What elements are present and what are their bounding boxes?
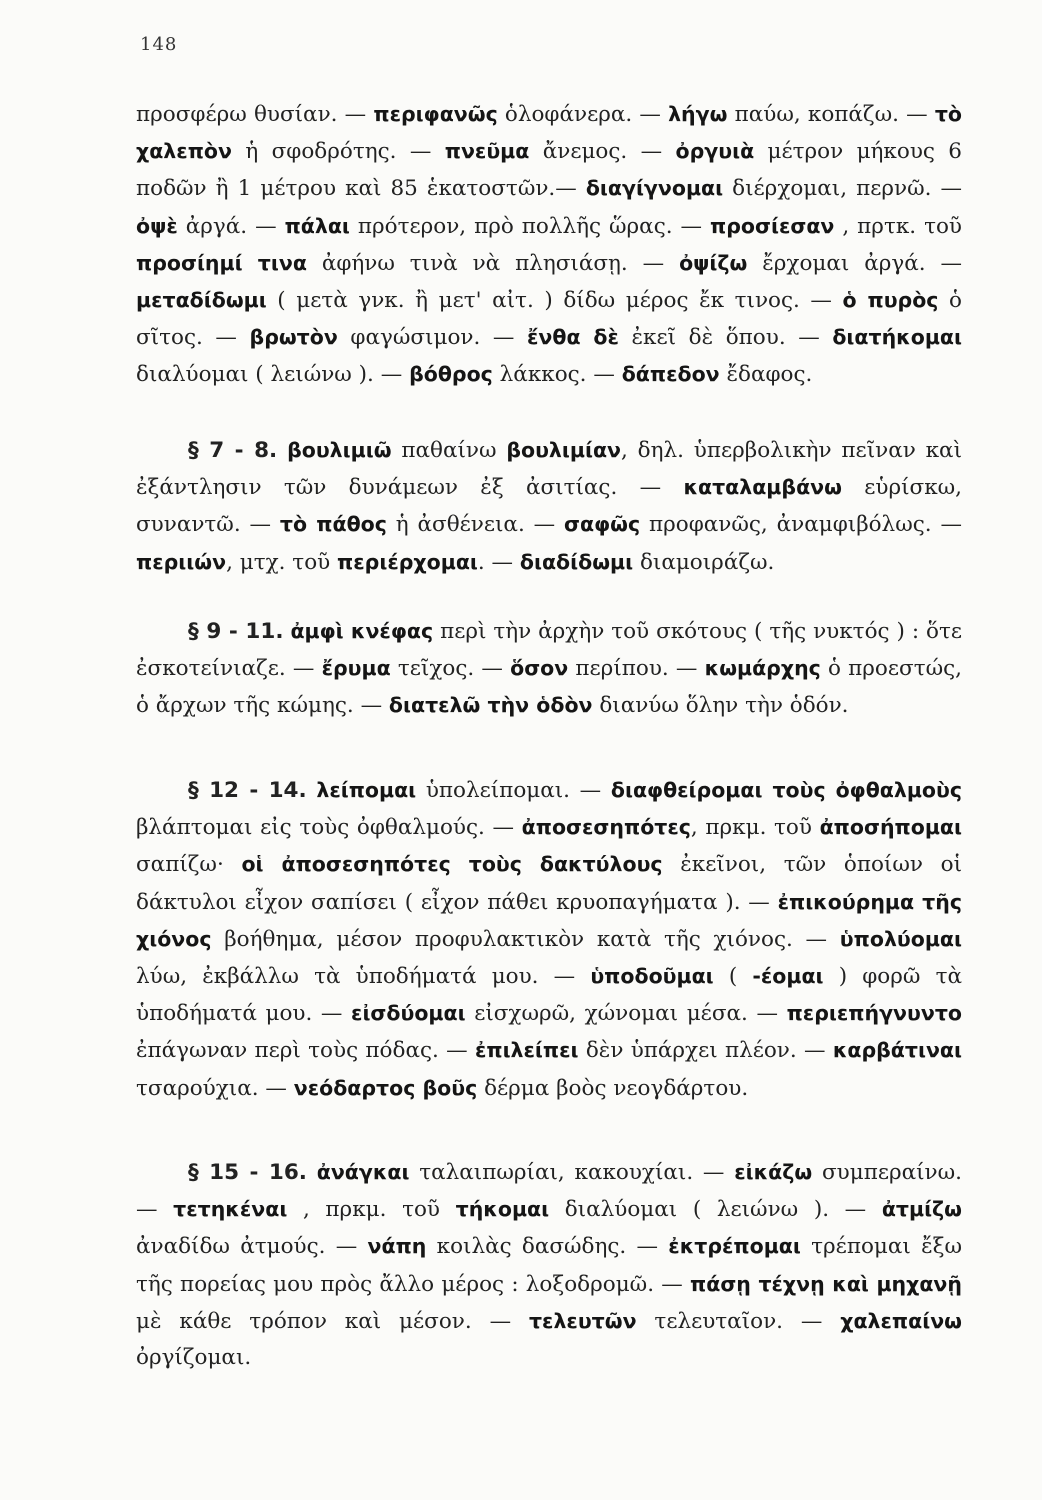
glossary-term: ἐπιλείπει	[474, 1038, 579, 1063]
section-number: § 15 - 16.	[188, 1160, 307, 1185]
glossary-term: περιέρχομαι	[337, 549, 478, 574]
section-number: § 9 - 11.	[188, 619, 284, 644]
glossary-definition: περίπου. —	[568, 656, 705, 682]
glossary-term: ἀνάγκαι	[316, 1160, 410, 1184]
glossary-term: τήκομαι	[455, 1197, 550, 1222]
glossary-definition: πρότερον, πρὸ πολλῆς ὥρας. —	[349, 213, 711, 239]
glossary-definition: δὲν ὑπάρχει πλέον. —	[578, 1038, 833, 1064]
glossary-term: βρωτὸν	[249, 325, 338, 350]
glossary-term: διαγίγνομαι	[585, 176, 724, 201]
glossary-definition: ταλαιπωρίαι, κακουχίαι. —	[409, 1160, 735, 1185]
glossary-term: ὑποδοῦμαι	[590, 964, 714, 989]
glossary-definition: σαπίζω·	[136, 852, 242, 878]
glossary-term: ἔρυμα	[321, 656, 391, 681]
glossary-definition: συμπεραίνω. —	[136, 1160, 962, 1223]
glossary-definition: μέτρον μήκους 6 ποδῶν ἢ 1 μέτρου καὶ 85 ἑκατοστῶν.—	[136, 139, 962, 202]
glossary-definition: λάκκος. —	[492, 362, 622, 388]
glossary-term: μεταδίδωμι	[136, 288, 267, 313]
glossary-term: λείπομαι	[316, 778, 417, 802]
glossary-term: ἀποσεσηπότες	[521, 815, 691, 840]
glossary-term: δάπεδον	[621, 362, 720, 387]
glossary-definition: διέρχομαι, περνῶ. —	[723, 176, 963, 202]
glossary-definition: ὑπολείπομαι. —	[416, 778, 611, 803]
glossary-definition: μὲ κάθε τρόπον καὶ μέσον. —	[136, 1308, 529, 1334]
glossary-definition: , πρτκ. τοῦ	[834, 213, 962, 239]
glossary-definition: , μτχ. τοῦ	[226, 549, 338, 575]
glossary-definition: παύω, κοπάζω. —	[727, 102, 935, 127]
glossary-term: τὸ χαλεπὸν	[136, 102, 962, 164]
glossary-definition: φαγώσιμον. —	[337, 325, 527, 351]
glossary-term: βουλιμιῶ	[287, 438, 392, 462]
glossary-term: ὑπολύομαι	[839, 926, 962, 951]
glossary-definition: παθαίνω	[391, 438, 507, 463]
glossary-term: ὅσον	[510, 656, 569, 681]
glossary-term: διατήκομαι	[832, 325, 962, 350]
glossary-definition: διαλύομαι ( λειώνω ). —	[549, 1197, 882, 1223]
glossary-term: ἐκτρέπομαι	[668, 1234, 801, 1259]
glossary-paragraph	[136, 96, 962, 394]
glossary-definition: κοιλὰς δασώδης. —	[426, 1234, 669, 1260]
glossary-term: πάλαι	[284, 213, 350, 238]
glossary-definition: ἔρχομαι ἀργά. —	[747, 250, 962, 276]
page-number: 148	[140, 34, 178, 55]
glossary-definition: ἡ ἀσθένεια. —	[386, 512, 565, 538]
glossary-definition: ἐκεῖνοι, τῶν ὁποίων οἱ δάκτυλοι εἶχον σαπίσει ( εἶχον πάθει κρυοπαγήματα ). —	[136, 852, 962, 915]
glossary-term: εἰσδύομαι	[351, 1001, 466, 1026]
section-number: § 12 - 14.	[188, 778, 307, 803]
glossary-term: νεόδαρτος βοῦς	[293, 1075, 478, 1100]
glossary-definition: προφανῶς, ἀναμφιβόλως. —	[640, 512, 962, 538]
glossary-term: εἰκάζω	[734, 1160, 813, 1184]
glossary-definition: , πρκμ. τοῦ	[690, 815, 820, 841]
glossary-definition: τελευταῖον. —	[636, 1308, 841, 1334]
glossary-definition: ὁλοφάνερα. —	[497, 102, 669, 127]
glossary-term: ἐπικούρημα τῆς χιόνος	[136, 889, 962, 951]
glossary-paragraph-section-12-14	[136, 772, 962, 1107]
glossary-term: τετηκέναι	[173, 1197, 288, 1222]
glossary-term: ὀψίζω	[679, 250, 748, 275]
glossary-term: περιεπήγνυντο	[786, 1001, 962, 1026]
glossary-definition: προσφέρω θυσίαν. —	[136, 102, 374, 127]
glossary-definition: ἀργά. —	[177, 213, 285, 239]
section-number: § 7 - 8.	[188, 438, 278, 463]
glossary-definition: ( μετὰ γνκ. ἢ μετ' αἰτ. ) δίδω μέρος ἔκ τινος. —	[266, 288, 843, 314]
glossary-term: διαδίδωμι	[519, 549, 634, 574]
glossary-definition: ἀναδίδω ἀτμούς. —	[136, 1234, 368, 1260]
glossary-definition: λύω, ἐκβάλλω τὰ ὑποδήματά μου. —	[136, 964, 591, 990]
glossary-definition: ἐπάγωναν περὶ τοὺς πόδας. —	[136, 1038, 475, 1064]
glossary-term: νάπη	[367, 1234, 427, 1259]
glossary-definition: ἀφήνω τινὰ νὰ πλησιάσῃ. —	[306, 250, 680, 276]
glossary-term: διατελῶ τὴν ὁδὸν	[388, 693, 593, 718]
glossary-definition: ) φορῶ τὰ ὑποδήματά μου. —	[136, 964, 962, 1027]
glossary-definition: εἰσχωρῶ, χώνομαι μέσα. —	[465, 1001, 787, 1027]
glossary-definition: διαμοιράζω.	[633, 549, 775, 575]
glossary-term: ὀργυιὰ	[675, 139, 755, 164]
glossary-term: καρβάτιναι	[832, 1038, 962, 1063]
glossary-definition: εὑρίσκω, συναντῶ. —	[136, 475, 963, 538]
glossary-definition: τσαρούχια. —	[136, 1075, 294, 1101]
glossary-term: ἀτμίζω	[881, 1197, 962, 1222]
glossary-term: προσίημί τινα	[136, 250, 307, 275]
glossary-term: καταλαμβάνω	[683, 475, 842, 500]
glossary-term: ἀποσήπομαι	[819, 815, 962, 840]
glossary-definition: . —	[477, 549, 520, 575]
glossary-term: οἱ ἀποσεσηπότες τοὺς δακτύλους	[241, 852, 663, 877]
glossary-definition: ἐκεῖ δὲ ὅπου. —	[618, 325, 833, 351]
glossary-definition: ἄνεμος. —	[529, 139, 676, 165]
glossary-paragraph-section-7-8	[136, 432, 962, 581]
glossary-term: τὸ πάθος	[279, 512, 387, 537]
glossary-term: βουλιμίαν	[506, 438, 622, 462]
glossary-term: κωμάρχης	[704, 656, 821, 681]
glossary-term: πνεῦμα	[444, 139, 530, 164]
glossary-term: ἔνθα δὲ	[526, 325, 619, 350]
glossary-term: ἀμφὶ κνέφας	[290, 619, 434, 643]
glossary-definition: τεῖχος. —	[390, 656, 511, 682]
glossary-term: προσίεσαν	[710, 213, 835, 238]
glossary-definition: ὁ προεστώς, ὁ ἄρχων τῆς κώμης. —	[136, 656, 962, 719]
glossary-definition: ἔδαφος.	[719, 362, 813, 388]
glossary-term: περιφανῶς	[373, 102, 498, 126]
glossary-definition: , πρκμ. τοῦ	[287, 1197, 456, 1223]
glossary-term: πάσῃ τέχνῃ καὶ μηχανῇ	[690, 1271, 962, 1296]
glossary-term: χαλεπαίνω	[840, 1308, 962, 1333]
glossary-term: περιιών	[136, 549, 227, 574]
glossary-term: -έομαι	[752, 964, 824, 989]
glossary-paragraph-section-15-16	[136, 1154, 962, 1376]
glossary-term: τελευτῶν	[528, 1308, 637, 1333]
glossary-definition: ὁ σῖτος. —	[136, 288, 962, 351]
glossary-definition: ὀργίζομαι.	[136, 1345, 252, 1371]
glossary-definition: , δηλ. ὑπερβολικὴν πεῖναν καὶ ἐξάντλησιν τῶν δυνάμεων ἐξ ἀσιτίας. —	[136, 438, 963, 501]
glossary-term: βόθρος	[409, 362, 493, 387]
glossary-definition: βλάπτομαι εἰς τοὺς ὀφθαλμούς. —	[136, 815, 522, 841]
glossary-term: σαφῶς	[564, 512, 641, 537]
glossary-definition: διανύω ὅλην τὴν ὁδόν.	[592, 693, 849, 719]
glossary-definition: βοήθημα, μέσον προφυλακτικὸν κατὰ τῆς χιόνος. —	[211, 926, 840, 952]
glossary-definition: ἡ σφοδρότης. —	[231, 139, 445, 165]
glossary-definition: διαλύομαι ( λειώνω ). —	[136, 362, 410, 388]
glossary-term: ὀψὲ	[136, 213, 178, 238]
glossary-definition: δέρμα βοὸς νεογδάρτου.	[477, 1075, 749, 1101]
glossary-term: διαφθείρομαι τοὺς ὀφθαλμοὺς	[610, 778, 962, 802]
glossary-definition: περὶ τὴν ἀρχὴν τοῦ σκότους ( τῆς νυκτός ) : ὅτε ἐσκοτείνιαζε. —	[136, 619, 963, 682]
glossary-paragraph-section-9-11	[136, 613, 962, 725]
glossary-definition: (	[713, 964, 753, 990]
glossary-term: ὁ πυρὸς	[842, 288, 939, 313]
glossary-definition: τρέπομαι ἔξω τῆς πορείας μου πρὸς ἄλλο μέρος : λοξοδρομῶ. —	[136, 1234, 962, 1297]
glossary-term: λήγω	[668, 102, 728, 126]
